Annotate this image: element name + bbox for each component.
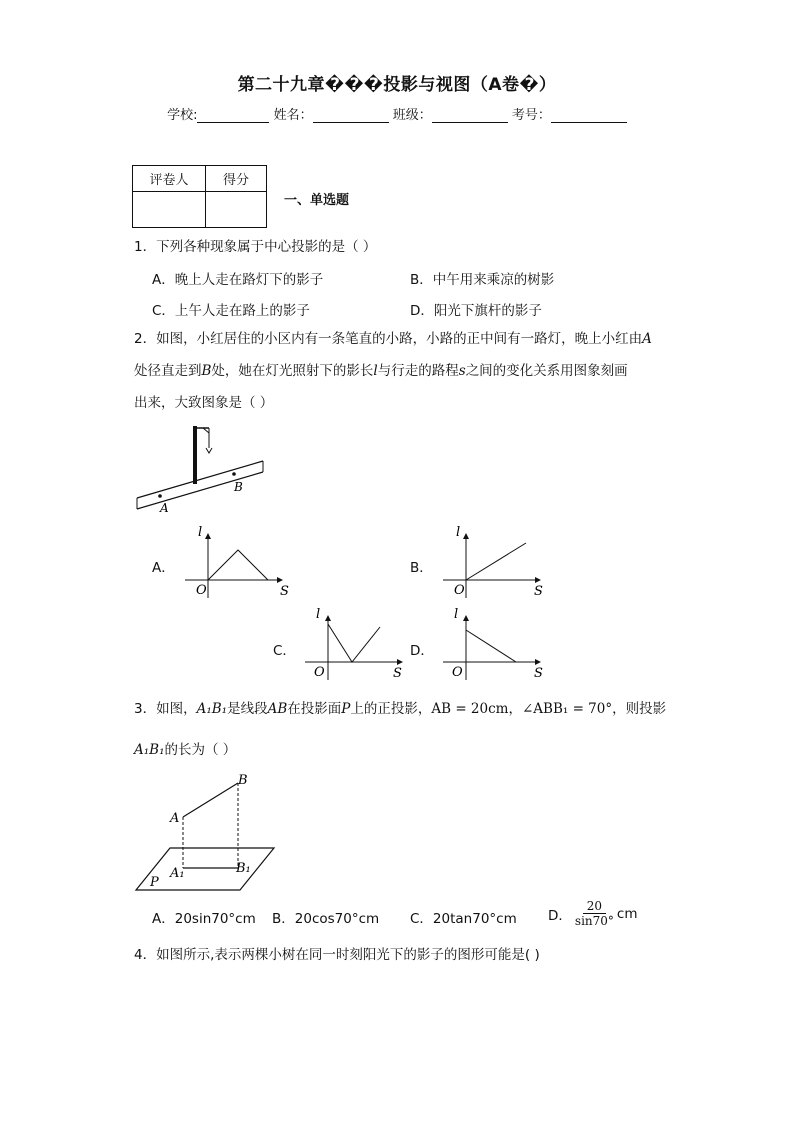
q3-a1b1: A₁B₁: [196, 701, 228, 717]
q1-option-a[interactable]: A．晚上人走在路灯下的影子: [152, 272, 324, 288]
q3-eq2: ∠ABB₁ = 70°: [521, 701, 613, 717]
fraction-numerator: 20: [583, 899, 606, 914]
q2-option-a-graph[interactable]: [180, 520, 295, 602]
lamp-post-icon: [193, 426, 212, 484]
q2-option-a-label[interactable]: A．: [152, 560, 175, 576]
street-lamp-figure: [130, 420, 270, 520]
axis-l: l: [456, 525, 461, 540]
q2-option-d-label[interactable]: D．: [410, 643, 434, 659]
q3-text-d: 上的正投影，: [350, 701, 432, 717]
score-header: 得分: [206, 166, 267, 192]
number-label: 考号：: [511, 108, 551, 123]
q3-option-d-fraction: [575, 899, 614, 928]
q2-line2-c: 与行走的路程: [377, 363, 459, 379]
page-title: 第二十九章���投影与视图（A卷�）: [237, 75, 557, 95]
q3-text-e: ，则投影: [612, 701, 667, 717]
section-title: 一、单选题: [284, 193, 350, 208]
axis-s: S: [280, 584, 289, 599]
q4-stem: 4．如图所示,表示两棵小树在同一时刻阳光下的影子的图形可能是( ): [134, 947, 540, 963]
q3-line2: [134, 740, 236, 760]
q3-eq1: AB = 20cm: [431, 701, 509, 717]
q3-option-d[interactable]: [548, 899, 637, 928]
q2-line2-d: 之间的变化关系用图象刻画: [465, 363, 628, 379]
axis-l: l: [198, 525, 203, 540]
axis-l: l: [454, 607, 459, 622]
q2-option-d-graph[interactable]: [438, 602, 553, 684]
q2-option-b-graph[interactable]: [438, 520, 553, 602]
q3-ab: AB: [267, 701, 288, 717]
label-b: B: [238, 773, 248, 788]
q3-sep: ，: [508, 701, 522, 717]
grader-cell[interactable]: [133, 192, 206, 228]
q2-line1-text: 2．如图，小红居住的小区内有一条笔直的小路，小路的正中间有一路灯，晚上小红由: [134, 331, 643, 347]
score-table: [132, 165, 267, 228]
q1-option-c[interactable]: C．上午人走在路上的影子: [152, 303, 310, 319]
label-a: A: [160, 501, 169, 515]
segment-ab: [183, 783, 238, 817]
name-blank[interactable]: [313, 108, 389, 123]
label-a1: A₁: [170, 866, 185, 881]
q3-option-a[interactable]: A．20sin70°cm: [152, 911, 256, 927]
q2-option-b-label[interactable]: B．: [410, 560, 433, 576]
school-blank[interactable]: [197, 108, 269, 123]
q2-option-c-graph[interactable]: [300, 602, 415, 684]
fraction-denominator: sin70°: [574, 914, 614, 928]
q3-text-a: 3．如图，: [134, 701, 197, 717]
projection-figure: [130, 768, 280, 896]
q2-line2-a: 处径直走到: [134, 363, 202, 379]
class-label: 班级：: [392, 108, 432, 123]
point-b-marker: [232, 472, 236, 476]
q2-var-l: l: [373, 363, 378, 379]
q1-option-b[interactable]: B．中午用来乘凉的树影: [410, 272, 555, 288]
q1-option-d[interactable]: D．阳光下旗杆的影子: [410, 303, 542, 319]
q1-stem: 1．下列各种现象属于中心投影的是（ ）: [134, 239, 377, 255]
axis-s: S: [393, 666, 402, 681]
q2-line2: [134, 361, 628, 381]
label-a: A: [170, 811, 180, 826]
q2-var-a: A: [642, 331, 652, 347]
q3-p: P: [341, 701, 351, 717]
axis-origin: O: [314, 665, 325, 680]
axis-origin: O: [196, 583, 207, 598]
q2-var-s: s: [458, 363, 466, 379]
name-label: 姓名：: [273, 108, 313, 123]
q3-option-c[interactable]: C．20tan70°cm: [410, 911, 517, 927]
axis-s: S: [534, 666, 543, 681]
number-blank[interactable]: [551, 108, 627, 123]
axis-s: S: [534, 584, 543, 599]
q3-option-d-unit: cm: [616, 905, 638, 922]
point-a-marker: [158, 494, 162, 498]
q3-line2-text: 的长为（ ）: [164, 742, 237, 758]
q2-var-b: B: [201, 363, 212, 379]
q2-option-c-label[interactable]: C．: [273, 643, 296, 659]
q3-line2-var: A₁B₁: [134, 742, 165, 758]
q3-line1: [134, 699, 666, 719]
q3-option-d-label: D．: [548, 907, 572, 924]
axis-origin: O: [452, 665, 463, 680]
axis-origin: O: [454, 583, 465, 598]
q3-option-b[interactable]: B．20cos70°cm: [272, 911, 380, 927]
student-info-line: [0, 104, 794, 123]
q3-text-b: 是线段: [227, 701, 268, 717]
class-blank[interactable]: [432, 108, 508, 123]
school-label: 学校:: [167, 108, 198, 123]
label-p: P: [150, 875, 159, 890]
q2-line2-b: 处，她在灯光照射下的影长: [211, 363, 374, 379]
q2-line3: 出来，大致图象是（ ）: [134, 395, 274, 411]
q3-text-c: 在投影面: [287, 701, 342, 717]
q2-line1: [134, 329, 652, 349]
grader-header: 评卷人: [133, 166, 206, 192]
score-cell[interactable]: [206, 192, 267, 228]
road: [137, 461, 263, 509]
label-b: B: [234, 480, 243, 494]
label-b1: B₁: [236, 861, 251, 876]
axis-l: l: [316, 607, 321, 622]
